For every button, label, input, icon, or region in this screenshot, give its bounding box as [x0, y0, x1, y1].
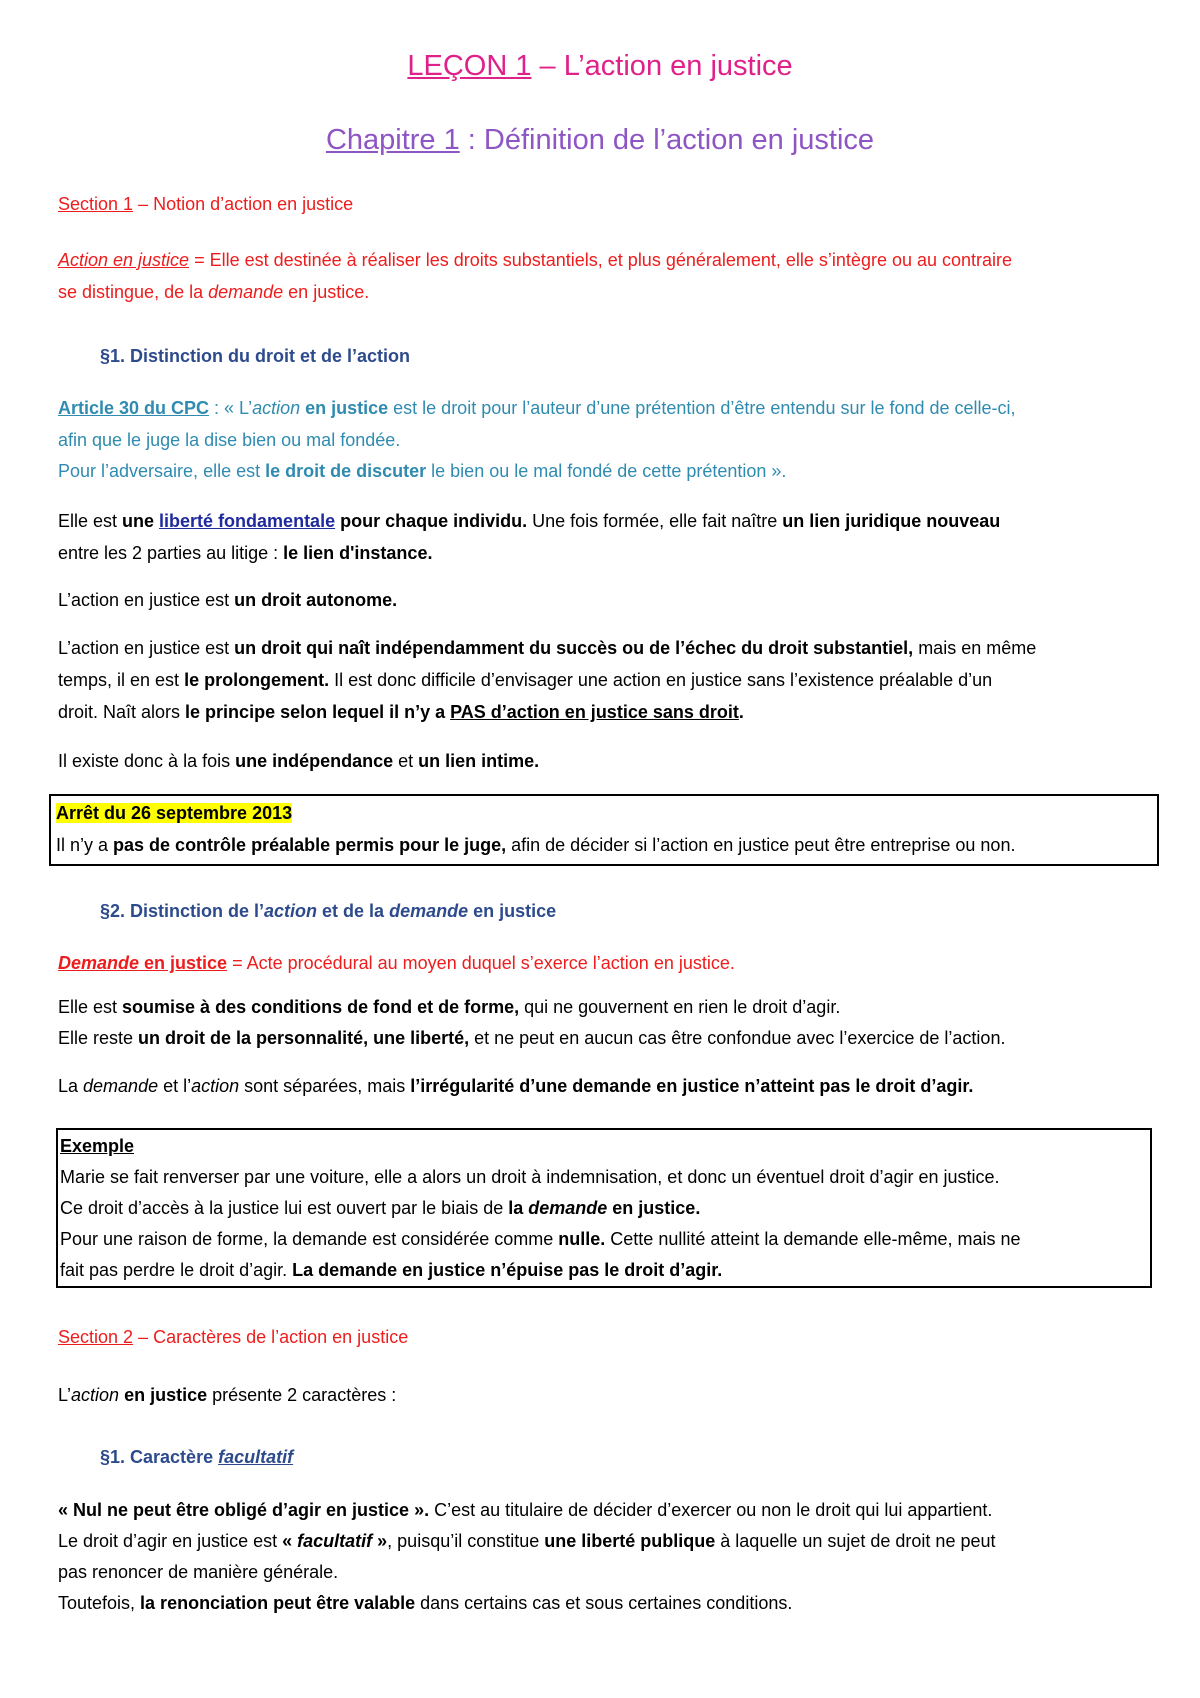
paragraph-facultatif-heading	[100, 1441, 293, 1473]
text-run: action	[264, 901, 318, 921]
text-run: .	[738, 702, 744, 722]
facultatif-line-1	[58, 1494, 992, 1526]
text-run: soumise à des conditions de fond et de forme,	[122, 997, 520, 1017]
text-run: un droit autonome.	[234, 590, 398, 610]
text-run: un lien intime.	[418, 751, 540, 771]
article-30-line-2: afin que le juge la dise bien ou mal fondée.	[58, 430, 401, 450]
text-run: temps, il en est	[58, 670, 185, 690]
section-1-title: – Notion d’action en justice	[133, 194, 354, 214]
exemple-title	[60, 1130, 134, 1162]
text-run: fait pas perdre le droit d’agir.	[60, 1260, 293, 1280]
text-run: Le droit d’agir en justice est	[58, 1531, 283, 1551]
text-run: « Nul ne peut être obligé d’agir en justice ».	[58, 1500, 430, 1520]
text-run: »	[372, 1531, 388, 1551]
text-run: pas de contrôle préalable permis pour le juge,	[113, 835, 507, 855]
text-run: mais en même	[913, 638, 1037, 658]
article-30-reference: Article 30 du CPC	[58, 398, 210, 418]
text-run: et l’	[158, 1076, 192, 1096]
text-run: le prolongement.	[184, 670, 330, 690]
arret-text	[56, 829, 1015, 861]
text-run: entre les 2 parties au litige :	[58, 543, 284, 563]
paragraph-autonomous	[58, 584, 397, 616]
text-run: : « L’	[209, 398, 253, 418]
text-run: demande	[208, 282, 284, 302]
text-run: une	[122, 511, 160, 531]
action-definition-line-1	[58, 244, 1012, 276]
text-run: Elle est	[58, 997, 123, 1017]
lesson-number: LEÇON 1	[407, 50, 532, 82]
text-run: une indépendance	[235, 751, 394, 771]
text-run: la	[508, 1198, 529, 1218]
text-run: une liberté publique	[544, 1531, 716, 1551]
text-run: L’action en justice est	[58, 590, 235, 610]
text-run: L’action en justice est	[58, 638, 235, 658]
text-run: action	[71, 1385, 120, 1405]
paragraph-independence-line-2	[58, 664, 992, 696]
text-run: en justice.	[283, 282, 370, 302]
exemple-line-4	[60, 1254, 722, 1286]
article-30-line-3	[58, 455, 786, 487]
text-run: un droit qui naît indépendamment du succès ou de l’échec du droit substantiel,	[234, 638, 914, 658]
exemple-line-2	[60, 1192, 700, 1224]
article-30-line-1	[58, 392, 1016, 424]
text-run: nulle.	[558, 1229, 606, 1249]
text-run: pour chaque individu.	[335, 511, 528, 531]
text-run: le lien d'instance.	[283, 543, 433, 563]
chapter-title	[0, 120, 1200, 160]
text-run: la renonciation peut être valable	[140, 1593, 416, 1613]
text-run: PAS d’action en justice sans droit	[450, 702, 739, 722]
text-run: Il n’y a	[56, 835, 114, 855]
lesson-title-text: – L’action en justice	[531, 50, 793, 82]
text-run: action	[191, 1076, 240, 1096]
text-run: et de la	[317, 901, 390, 921]
text-run: et	[393, 751, 419, 771]
text-run: Elle est	[58, 511, 123, 531]
paragraph-independence-line-3	[58, 696, 744, 728]
facultatif-line-4	[58, 1587, 792, 1619]
facultatif-line-2	[58, 1525, 996, 1557]
paragraph-1-heading: §1. Distinction du droit et de l’action	[100, 346, 411, 366]
text-run: = Acte procédural au moyen duquel s’exerce l’action en justice.	[227, 953, 735, 973]
text-run: en justice	[468, 901, 557, 921]
section-1-heading	[58, 188, 353, 220]
section-2-heading	[58, 1321, 408, 1353]
text-run: C’est au titulaire de décider d’exercer ou non le droit qui lui appartient.	[429, 1500, 993, 1520]
text-run: Il est donc difficile d’envisager une action en justice sans l’existence préalable d’un	[329, 670, 993, 690]
text-run: «	[282, 1531, 298, 1551]
text-run: et ne peut en aucun cas être confondue avec l’exercice de l’action.	[469, 1028, 1006, 1048]
text-run: en justice	[139, 953, 228, 973]
demande-action-separation	[58, 1070, 973, 1102]
paragraph-independence-line-1	[58, 632, 1036, 664]
action-definition-term: Action en justice	[58, 250, 190, 270]
text-run: en justice	[300, 398, 389, 418]
paragraph-liberty-line-1	[58, 505, 1000, 537]
text-run: Toutefois,	[58, 1593, 141, 1613]
text-run: afin de décider si l’action en justice peut être entreprise ou non.	[506, 835, 1016, 855]
text-run: Ce droit d’accès à la justice lui est ouvert par le biais de	[60, 1198, 509, 1218]
demande-paragraph-line-2	[58, 1022, 1005, 1054]
text-run: à laquelle un sujet de droit ne peut	[715, 1531, 996, 1551]
text-run: action	[252, 398, 301, 418]
demande-paragraph-line-1	[58, 991, 840, 1023]
text-run: demande	[83, 1076, 159, 1096]
text-run: l’irrégularité d’une demande en justice n’atteint pas le droit d’agir.	[410, 1076, 974, 1096]
lesson-title	[0, 46, 1200, 86]
text-run: demande	[389, 901, 469, 921]
text-run: droit. Naît alors	[58, 702, 186, 722]
text-run: facultatif	[297, 1531, 373, 1551]
text-run: un lien juridique nouveau	[782, 511, 1001, 531]
action-definition-text: = Elle est destinée à réaliser les droits substantiels, et plus généralement, elle s’intègre ou au contraire	[189, 250, 1013, 270]
text-run: §1. Caractère	[100, 1447, 219, 1467]
text-run: Elle reste	[58, 1028, 139, 1048]
demande-definition	[58, 947, 735, 979]
paragraph-liberty-line-2	[58, 537, 432, 569]
text-run: se distingue, de la	[58, 282, 209, 302]
arret-title	[56, 797, 292, 829]
demande-definition-term: Demande	[58, 953, 140, 973]
section-2-title: – Caractères de l’action en justice	[133, 1327, 409, 1347]
text-run: Une fois formée, elle fait naître	[527, 511, 783, 531]
text-run: Pour l’adversaire, elle est	[58, 461, 266, 481]
text-run: demande	[528, 1198, 608, 1218]
section-2-intro	[58, 1379, 396, 1411]
text-run: un droit de la personnalité, une liberté,	[138, 1028, 470, 1048]
text-run: le bien ou le mal fondé de cette prétention ».	[426, 461, 787, 481]
text-run: La demande en justice n’épuise pas le droit d’agir.	[292, 1260, 723, 1280]
text-run: sont séparées, mais	[239, 1076, 411, 1096]
action-definition-line-2	[58, 276, 369, 308]
text-run: présente 2 caractères :	[207, 1385, 397, 1405]
text-run: La	[58, 1076, 84, 1096]
text-run: dans certains cas et sous certaines conditions.	[415, 1593, 793, 1613]
section-2-number: Section 2	[58, 1327, 134, 1347]
text-run: Pour une raison de forme, la demande est considérée comme	[60, 1229, 559, 1249]
text-run: Exemple	[60, 1136, 135, 1156]
paragraph-intimate-link	[58, 745, 539, 777]
text-run: qui ne gouvernent en rien le droit d’agir.	[519, 997, 841, 1017]
text-run: en justice	[119, 1385, 208, 1405]
text-run: , puisqu’il constitue	[387, 1531, 545, 1551]
text-run: L’	[58, 1385, 72, 1405]
text-run: en justice.	[607, 1198, 701, 1218]
text-run: est le droit pour l’auteur d’une prétention d’être entendu sur le fond de celle-ci,	[388, 398, 1016, 418]
facultatif-line-3: pas renoncer de manière générale.	[58, 1562, 339, 1582]
text-run: Arrêt du 26 septembre 2013	[56, 803, 293, 823]
exemple-line-3	[60, 1223, 1021, 1255]
text-run: §2. Distinction de l’	[100, 901, 265, 921]
chapter-title-text: : Définition de l’action en justice	[459, 124, 875, 156]
paragraph-2-heading	[100, 895, 556, 927]
text-run: facultatif	[218, 1447, 294, 1467]
liberte-fondamentale-link: liberté fondamentale	[159, 511, 336, 531]
section-1-number: Section 1	[58, 194, 134, 214]
chapter-number: Chapitre 1	[325, 124, 460, 156]
text-run: le droit de discuter	[265, 461, 427, 481]
text-run: Il existe donc à la fois	[58, 751, 236, 771]
text-run: Cette nullité atteint la demande elle-même, mais ne	[605, 1229, 1021, 1249]
text-run: le principe selon lequel il n’y a	[185, 702, 451, 722]
exemple-line-1: Marie se fait renverser par une voiture, elle a alors un droit à indemnisation, et donc un éventuel droit d’agir en justice.	[60, 1167, 1000, 1187]
